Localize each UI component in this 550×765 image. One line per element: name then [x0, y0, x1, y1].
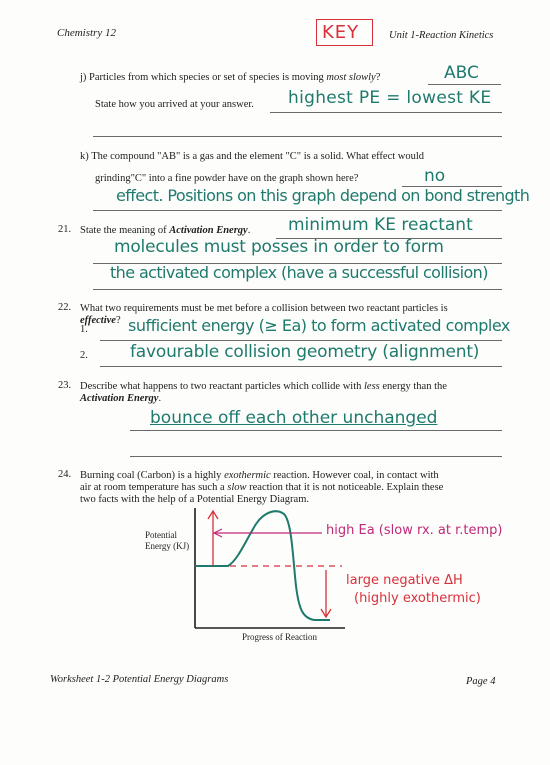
answer-k-short: no — [424, 166, 446, 186]
question-emphasis: less — [364, 381, 380, 392]
item-number: 1. — [80, 324, 88, 335]
question-text-end: reaction that it is not noticeable. Explain these — [246, 482, 444, 493]
answer-j: ABC — [444, 63, 479, 83]
diagram-x-label: Progress of Reaction — [242, 632, 317, 642]
note-enthalpy-line2: (highly exothermic) — [354, 591, 481, 606]
answer-k-long: effect. Positions on this graph depend on bond strength — [116, 186, 530, 205]
question-number: 23. — [58, 380, 72, 391]
question-text-end: energy than the — [379, 381, 447, 392]
question-emphasis: Activation Energy — [80, 393, 159, 404]
question-text-end: . — [247, 225, 251, 236]
question-text: State the meaning of — [80, 225, 170, 236]
question-emphasis: exothermic — [224, 470, 271, 481]
answer-21-line1: minimum KE reactant — [288, 215, 473, 235]
question-k-line2: grinding"C" into a fine powder have on the graph shown here? — [95, 173, 359, 184]
question-number: 24. — [58, 469, 72, 480]
key-label: KEY — [322, 22, 360, 43]
answer-23: bounce off each other unchanged — [150, 408, 438, 428]
question-emphasis: effective — [80, 315, 116, 326]
header-course: Chemistry 12 — [57, 27, 116, 39]
question-label: k) — [80, 151, 89, 162]
question-text: Describe what happens to two reactant particles which collide with — [80, 381, 364, 392]
answer-21-line3: the activated complex (have a successful collision) — [110, 263, 488, 282]
question-emphasis: Activation Energy — [169, 225, 248, 236]
question-number: 21. — [58, 224, 72, 235]
footer-page: Page 4 — [466, 676, 496, 687]
answer-21-line2: molecules must posses in order to form — [114, 237, 444, 257]
footer-worksheet: Worksheet 1-2 Potential Energy Diagrams — [50, 674, 229, 685]
question-text-end: ? — [115, 315, 121, 326]
question-text-end: ? — [375, 72, 381, 83]
question-text: Particles from which species or set of species is moving — [89, 72, 327, 83]
y-label-line2: Energy (KJ) — [145, 541, 190, 551]
question-text: Burning coal (Carbon) is a highly — [80, 470, 225, 481]
reason-answer: highest PE = lowest KE — [288, 88, 492, 108]
question-24-line3: two facts with the help of a Potential Energy Diagram. — [80, 494, 309, 505]
question-emphasis: most slowly — [326, 72, 376, 83]
note-enthalpy-line1: large negative ΔH — [346, 573, 463, 588]
item-number: 2. — [80, 350, 88, 361]
answer-22-item1: sufficient energy (≥ Ea) to form activated complex — [128, 316, 510, 335]
reason-prompt: State how you arrived at your answer. — [95, 99, 254, 110]
question-text-end: . — [158, 393, 162, 404]
question-number: 22. — [58, 302, 72, 313]
question-label: j) — [80, 72, 87, 83]
header-unit: Unit 1-Reaction Kinetics — [389, 30, 494, 41]
question-text: The compound "AB" is a gas and the element "C" is a solid. What effect would — [91, 151, 425, 162]
answer-22-item2: favourable collision geometry (alignment) — [130, 342, 480, 362]
question-22: What two requirements must be met before a collision between two reactant particles is — [80, 303, 448, 314]
question-text-end: reaction. However coal, in contact with — [270, 470, 439, 481]
y-label-line1: Potential — [145, 530, 177, 540]
question-emphasis: slow — [227, 482, 247, 493]
question-text: air at room temperature has such a — [80, 482, 228, 493]
note-activation-energy: high Ea (slow rx. at r.temp) — [326, 523, 503, 538]
